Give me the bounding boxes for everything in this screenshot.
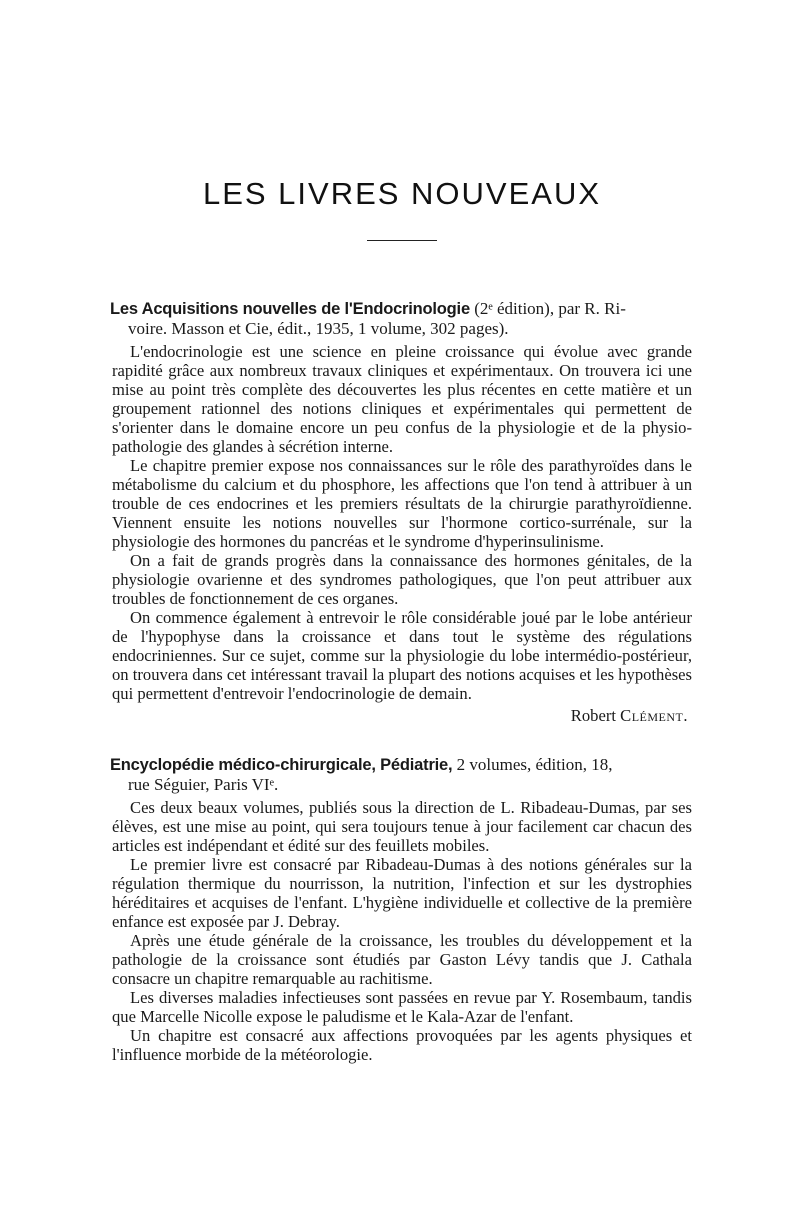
book-title: Encyclopédie médico-chirurgicale, Pédiatrie,: [110, 756, 453, 774]
review-paragraph: Les diverses maladies infectieuses sont passées en revue par Y. Rosembaum, tandis que Marcelle Nicolle expose le paludisme et le Kala-Azar de l'enfant.: [112, 988, 692, 1026]
review-encyclopedie: [112, 755, 692, 1064]
review-paragraph: L'endocrinologie est une science en pleine croissance qui évolue avec grande rapidité grâce aux nombreux travaux cliniques et expérimentaux. On trouvera ici une mise au point très complète des découvertes les plus récentes en cette matière et un groupement rationnel des notions cliniques et expérimentales qui permettent de s'orienter dans le domaine encore un peu confus de la physiologie et de la physio-pathologie des glandes à sécrétion interne.: [112, 342, 692, 456]
review-paragraph: Ces deux beaux volumes, publiés sous la direction de L. Ribadeau-Dumas, par ses élèves, est une mise au point, qui sera toujours tenue à jour facilement car chacun des articles est indépendant et édité sur des feuillets mobiles.: [112, 798, 692, 855]
review-paragraph: Après une étude générale de la croissance, les troubles du développement et la pathologie de la croissance sont étudiés par Gaston Lévy tandis que J. Cathala consacre un chapitre remarquable au rachitisme.: [112, 931, 692, 988]
review-paragraph: Le chapitre premier expose nos connaissances sur le rôle des parathyroïdes dans le métabolisme du calcium et du phosphore, les affections que l'on tend à attribuer à un trouble de ces endocrines et les premiers résultats de la chirurgie parathyroïdienne. Viennent ensuite les notions nouvelles sur l'hormone cortico-surrénale, sur la physiologie des hormones du pancréas et le syndrome d'hyperinsulinisme.: [112, 456, 692, 551]
review-paragraph: On commence également à entrevoir le rôle considérable joué par le lobe antérieur de l'hypophyse dans la croissance et dans tout le système des régulations endocriniennes. Sur ce sujet, comme sur la physiologie du lobe intermédio-postérieur, on trouvera dans cet intéressant travail la plupart des notions acquises et les hypothèses qui permettent d'entrevoir l'endocrinologie de demain.: [112, 608, 692, 703]
review-heading: [112, 755, 692, 794]
book-details-line2: rue Séguier, Paris VIᵉ.: [128, 775, 279, 794]
review-paragraph: On a fait de grands progrès dans la connaissance des hormones génitales, de la physiologie ovarienne et des syndromes pathologiques, que l'on peut attribuer aux troubles de fonctionnement de ces organes.: [112, 551, 692, 608]
signature-last-name: Clément.: [620, 706, 688, 725]
book-title: Les Acquisitions nouvelles de l'Endocrinologie: [110, 300, 470, 318]
review-paragraph: Un chapitre est consacré aux affections provoquées par les agents physiques et l'influence morbide de la météorologie.: [112, 1026, 692, 1064]
book-details-line2: voire. Masson et Cie, édit., 1935, 1 volume, 302 pages).: [128, 319, 509, 338]
signature-first-name: Robert: [570, 706, 616, 725]
book-details-line1: 2 volumes, édition, 18,: [452, 755, 613, 774]
page-title: LES LIVRES NOUVEAUX: [202, 176, 602, 211]
review-signature: [112, 706, 692, 725]
page-content: [112, 0, 692, 1064]
review-heading: [112, 299, 692, 338]
title-divider: [367, 240, 437, 241]
review-paragraph: Le premier livre est consacré par Ribadeau-Dumas à des notions générales sur la régulation thermique du nourrisson, la nutrition, l'infection et sur les dystrophies héréditaires et acquises de l'enfant. L'hygiène individuelle et collective de la première enfance est exposée par J. Debray.: [112, 855, 692, 931]
book-details-line1: (2ᵉ édition), par R. Ri-: [469, 299, 626, 318]
review-endocrinologie: [112, 299, 692, 725]
